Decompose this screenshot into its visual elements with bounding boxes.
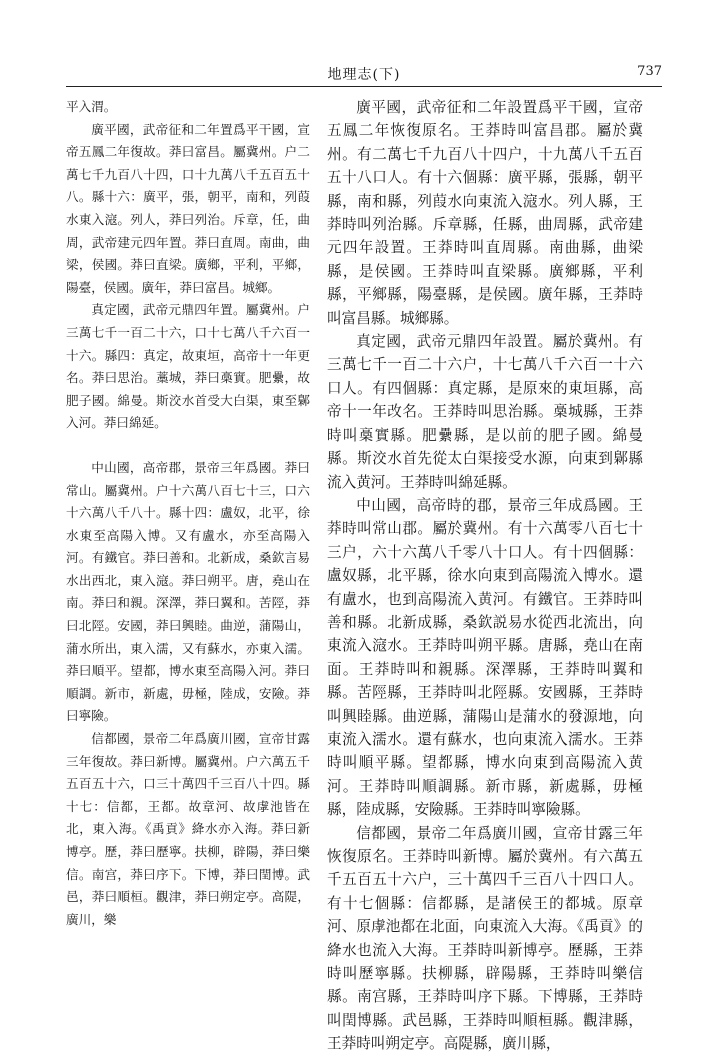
translation-paragraph-zhending: 真定國，武帝元鼎四年設置。屬於冀州。有三萬七千一百二十六户，十七萬八千六百一十六口人。有四個縣：真定縣，是原來的東垣縣，高帝十一年改名。王莽時叫思治縣。槀城縣，王莽時叫槀實縣。肥纍縣，是以前的肥子國。綿曼縣。斯洨水首先從太白渠接受水源，向東到鄡縣流入黄河。王莽時叫綿延縣。	[327, 333, 643, 491]
classical-paragraph-zhending: 真定國，武帝元鼎四年置。屬冀州。户三萬七千一百二十六，口十七萬八千六百一十六。縣四：真定，故東垣，高帝十一年更名。莽曰思治。藁城，莽曰槀實。肥纍，故肥子國。綿曼。斯洨水首受大白渠，東至鄡入河。莽曰綿延。	[66, 302, 310, 431]
running-title: 地理志(下)	[327, 67, 401, 83]
page-header	[66, 62, 662, 86]
header-rule	[66, 86, 662, 87]
classical-paragraph-xindu: 信都國，景帝二年爲廣川國，宣帝甘露三年復故。莽曰新博。屬冀州。户六萬五千五百五十六，口三十萬四千三百八十四。縣十七：信都，王都。故章河、故虖池皆在北，東入海。《禹貢》絳水亦入海。莽曰新博亭。歷，莽曰歷寧。扶柳，辟陽，莽曰樂信。南宫，莽曰序下。下博，莽曰閏博。武邑，莽曰順桓。觀津，莽曰朔定亭。高隄，廣川，樂	[66, 731, 310, 927]
translation-paragraph-xindu: 信都國，景帝二年爲廣川國，宣帝甘露三年恢復原名。王莽時叫新博。屬於冀州。有六萬五千五百五十六户，三十萬四千三百八十四口人。有十七個縣：信都縣，是諸侯王的都城。原章河、原虖池都在北面，向東流入大海。《禹貢》的絳水也流入大海。王莽時叫新博亭。歷縣，王莽時叫歷寧縣。扶柳縣，辟陽縣，王莽時叫樂信縣。南宫縣，王莽時叫序下縣。下博縣，王莽時叫閏博縣。武邑縣，王莽時叫順桓縣。觀津縣，王莽時叫朔定亭。高隄縣，廣川縣，	[327, 824, 643, 1053]
classical-paragraph-continuation: 平入渭。	[66, 99, 117, 114]
classical-paragraph-guangping: 廣平國，武帝征和二年置爲平干國，宣帝五鳳二年復故。莽曰富昌。屬冀州。户二萬七千九百八十四，口十九萬八千五百五十八。縣十六：廣平，張，朝平，南和，列葭水東入滱。列人，莽曰列治。斥章，任，曲周，武帝建元四年置。莽曰直周。南曲，曲梁，侯國。莽曰直梁。廣鄉，平利，平鄉，陽臺，侯國。廣年，莽曰富昌。城鄉。	[66, 121, 310, 295]
classical-text-column	[66, 96, 310, 930]
page-number: 737	[637, 64, 662, 79]
translation-paragraph-zhongshan: 中山國，高帝時的郡，景帝三年成爲國。王莽時叫常山郡。屬於冀州。有十六萬零八百七十三户，六十六萬八千零八十口人。有十四個縣：盧奴縣，北平縣，徐水向東到高陽流入博水。還有盧水，也到高陽流入黄河。有鐵官。王莽時叫善和縣。北新成縣，桑欽説易水從西北流出，向東流入滱水。王莽時叫朔平縣。唐縣，堯山在南面。王莽時叫和親縣。深澤縣，王莽時叫翼和縣。苦陘縣，王莽時叫北陘縣。安國縣，王莽時叫興睦縣。曲逆縣，蒲陽山是蒲水的發源地，向東流入濡水。還有蘇水，也向東流入濡水。王莽時叫順平縣。望都縣，博水向東到高陽流入黄河。王莽時叫順調縣。新市縣，新處縣，毋極縣，陸成縣，安險縣。王莽時叫寧險縣。	[327, 496, 643, 819]
classical-paragraph-zhongshan: 中山國，高帝郡，景帝三年爲國。莽曰常山。屬冀州。户十六萬八百七十三，口六十六萬八千八十。縣十四：盧奴，北平，徐水東至高陽入博。又有盧水，亦至高陽入河。有鐵官。莽曰善和。北新成，桑欽言易水出西北，東入滱。莽曰朔平。唐，堯山在南。莽曰和親。深澤，莽曰翼和。苦陘，莽曰北陘。安國，莽曰興睦。曲逆，蒲陽山，蒲水所出，東入濡，又有蘇水，亦東入濡。莽曰順平。望都，博水東至高陽入河。莽曰順調。新市，新處，毋極，陸成，安險。莽曰寧險。	[66, 459, 310, 724]
paragraph-gap	[66, 435, 310, 457]
translation-column	[327, 96, 643, 1053]
translation-paragraph-guangping: 廣平國，武帝征和二年設置爲平干國，宣帝五鳳二年恢復原名。王莽時叫富昌郡。屬於冀州。有二萬七千九百八十四户，十九萬八千五百五十八口人。有十六個縣：廣平縣，張縣，朝平縣，南和縣，列葭水向東流入滱水。列人縣，王莽時叫列治縣。斥章縣，任縣，曲周縣，武帝建元四年設置。王莽時叫直周縣。南曲縣，曲梁縣，是侯國。王莽時叫直梁縣。廣鄉縣，平利縣，平鄉縣，陽臺縣，是侯國。廣年縣，王莽時叫富昌縣。城鄉縣。	[327, 99, 643, 327]
